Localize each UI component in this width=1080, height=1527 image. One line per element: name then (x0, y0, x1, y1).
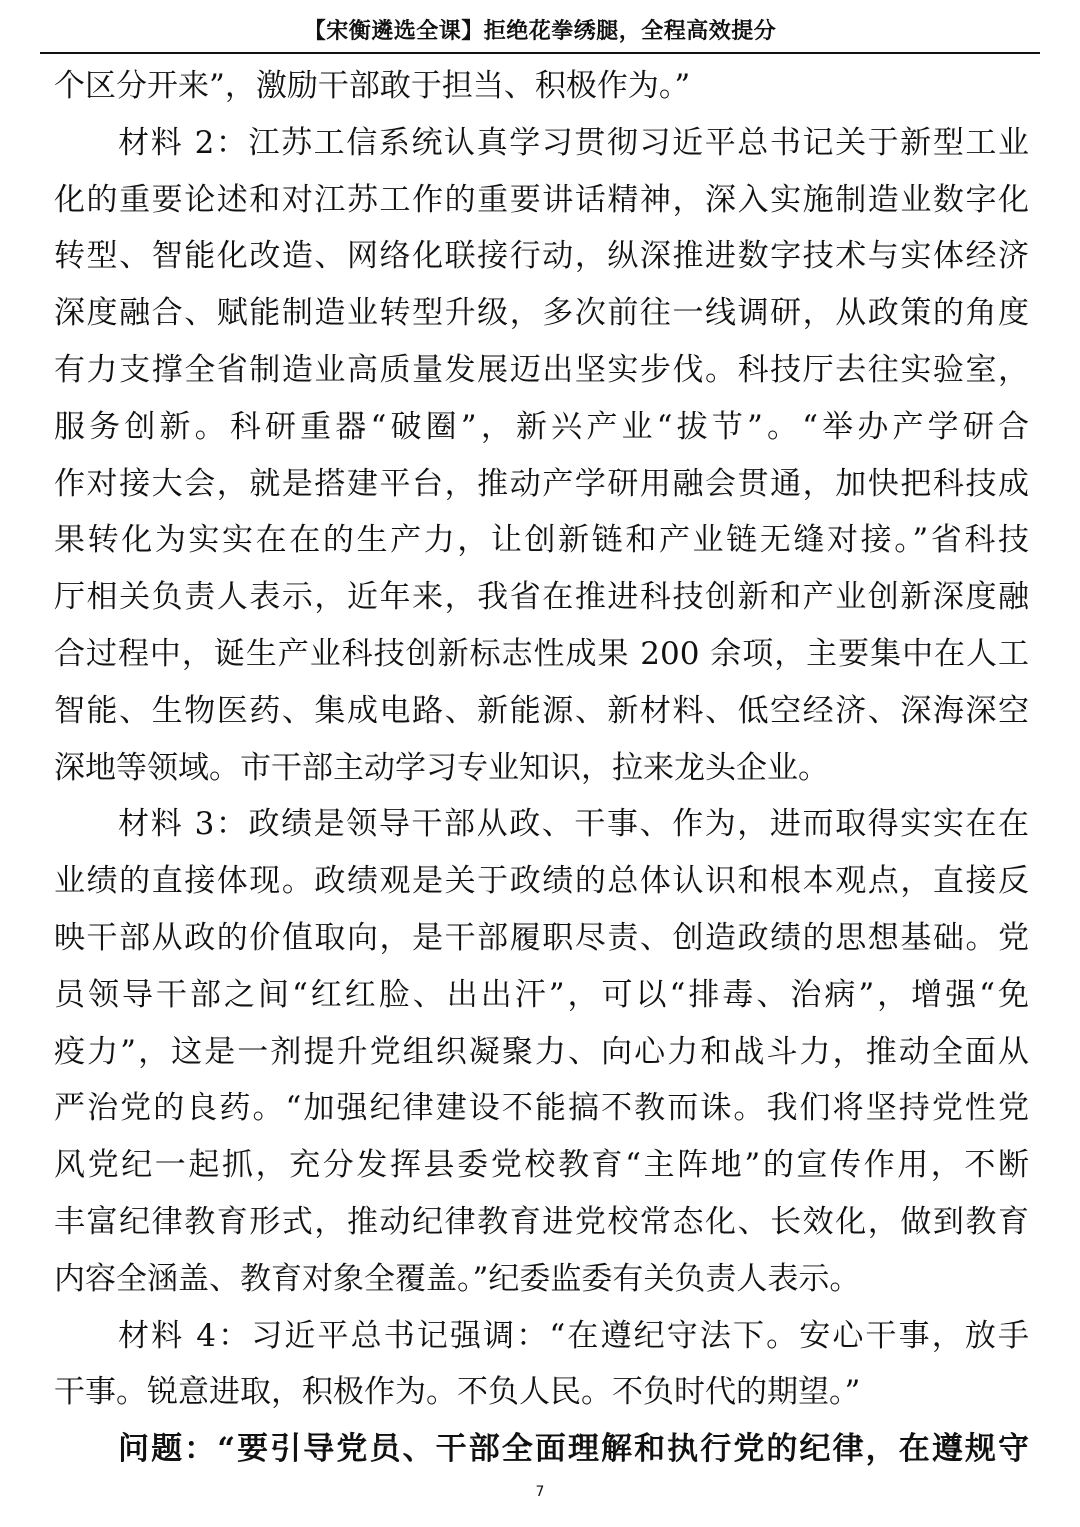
text-line: 合过程中，诞生产业科技创新标志性成果 200 余项，主要集中在人工 (54, 635, 1029, 672)
text-line: 个区分开来”，激励干部敢于担当、积极作为。” (54, 68, 691, 104)
text-line: 智能、生物医药、集成电路、新能源、新材料、低空经济、深海深空 (54, 692, 1029, 729)
text-line: 业绩的直接体现。政绩观是关于政绩的总体认识和根本观点，直接反 (54, 863, 1029, 900)
question-line: 问题：“要引导党员、干部全面理解和执行党的纪律，在遵规守 (118, 1431, 1029, 1468)
document-body (54, 58, 1029, 1478)
text-line: 深地等领域。市干部主动学习专业知识，拉来龙头企业。 (54, 749, 829, 786)
text-line: 严治党的良药。“加强纪律建设不能搞不教而诛。我们将坚持党性党 (54, 1090, 1029, 1127)
text-line: 服务创新。科研重器“破圈”，新兴产业“拔节”。“举办产学研合 (54, 408, 1029, 445)
text-line: 丰富纪律教育形式，推动纪律教育进党校常态化、长效化，做到教育 (54, 1203, 1029, 1240)
text-line: 疫力”，这是一剂提升党组织凝聚力、向心力和战斗力，推动全面从 (54, 1033, 1029, 1070)
text-line: 材料 4：习近平总书记强调：“在遵纪守法下。安心干事，放手 (118, 1317, 1029, 1354)
text-line: 厅相关负责人表示，近年来，我省在推进科技创新和产业创新深度融 (54, 579, 1029, 616)
text-line: 内容全涵盖、教育对象全覆盖。”纪委监委有关负责人表示。 (54, 1260, 861, 1297)
text-line: 员领导干部之间“红红脸、出出汗”，可以“排毒、治病”，增强“免 (54, 976, 1029, 1013)
header-title: 【宋衡遴选全课】拒绝花拳绣腿，全程高效提分 (303, 19, 777, 44)
text-line: 映干部从政的价值取向，是干部履职尽责、创造政绩的思想基础。党 (54, 919, 1029, 956)
text-line: 有力支撑全省制造业高质量发展迈出坚实步伐。科技厅去往实验室， (54, 351, 1029, 388)
text-line: 风党纪一起抓，充分发挥县委党校教育“主阵地”的宣传作用，不断 (54, 1147, 1029, 1184)
text-line: 转型、智能化改造、网络化联接行动，纵深推进数字技术与实体经济 (54, 238, 1029, 275)
text-line: 材料 3：政绩是领导干部从政、干事、作为，进而取得实实在在 (118, 806, 1029, 843)
page-header (40, 12, 1040, 54)
text-line: 材料 2：江苏工信系统认真学习贯彻习近平总书记关于新型工业 (118, 124, 1029, 161)
text-line: 深度融合、赋能制造业转型升级，多次前往一线调研，从政策的角度 (54, 295, 1029, 332)
text-line: 作对接大会，就是搭建平台，推动产学研用融会贯通，加快把科技成 (54, 465, 1029, 502)
text-line: 化的重要论述和对江苏工作的重要讲话精神，深入实施制造业数字化 (54, 181, 1029, 218)
page-number: 7 (535, 1484, 545, 1500)
text-line: 果转化为实实在在的生产力，让创新链和产业链无缝对接。”省科技 (54, 522, 1029, 559)
text-line: 干事。锐意进取，积极作为。不负人民。不负时代的期望。” (54, 1374, 861, 1411)
